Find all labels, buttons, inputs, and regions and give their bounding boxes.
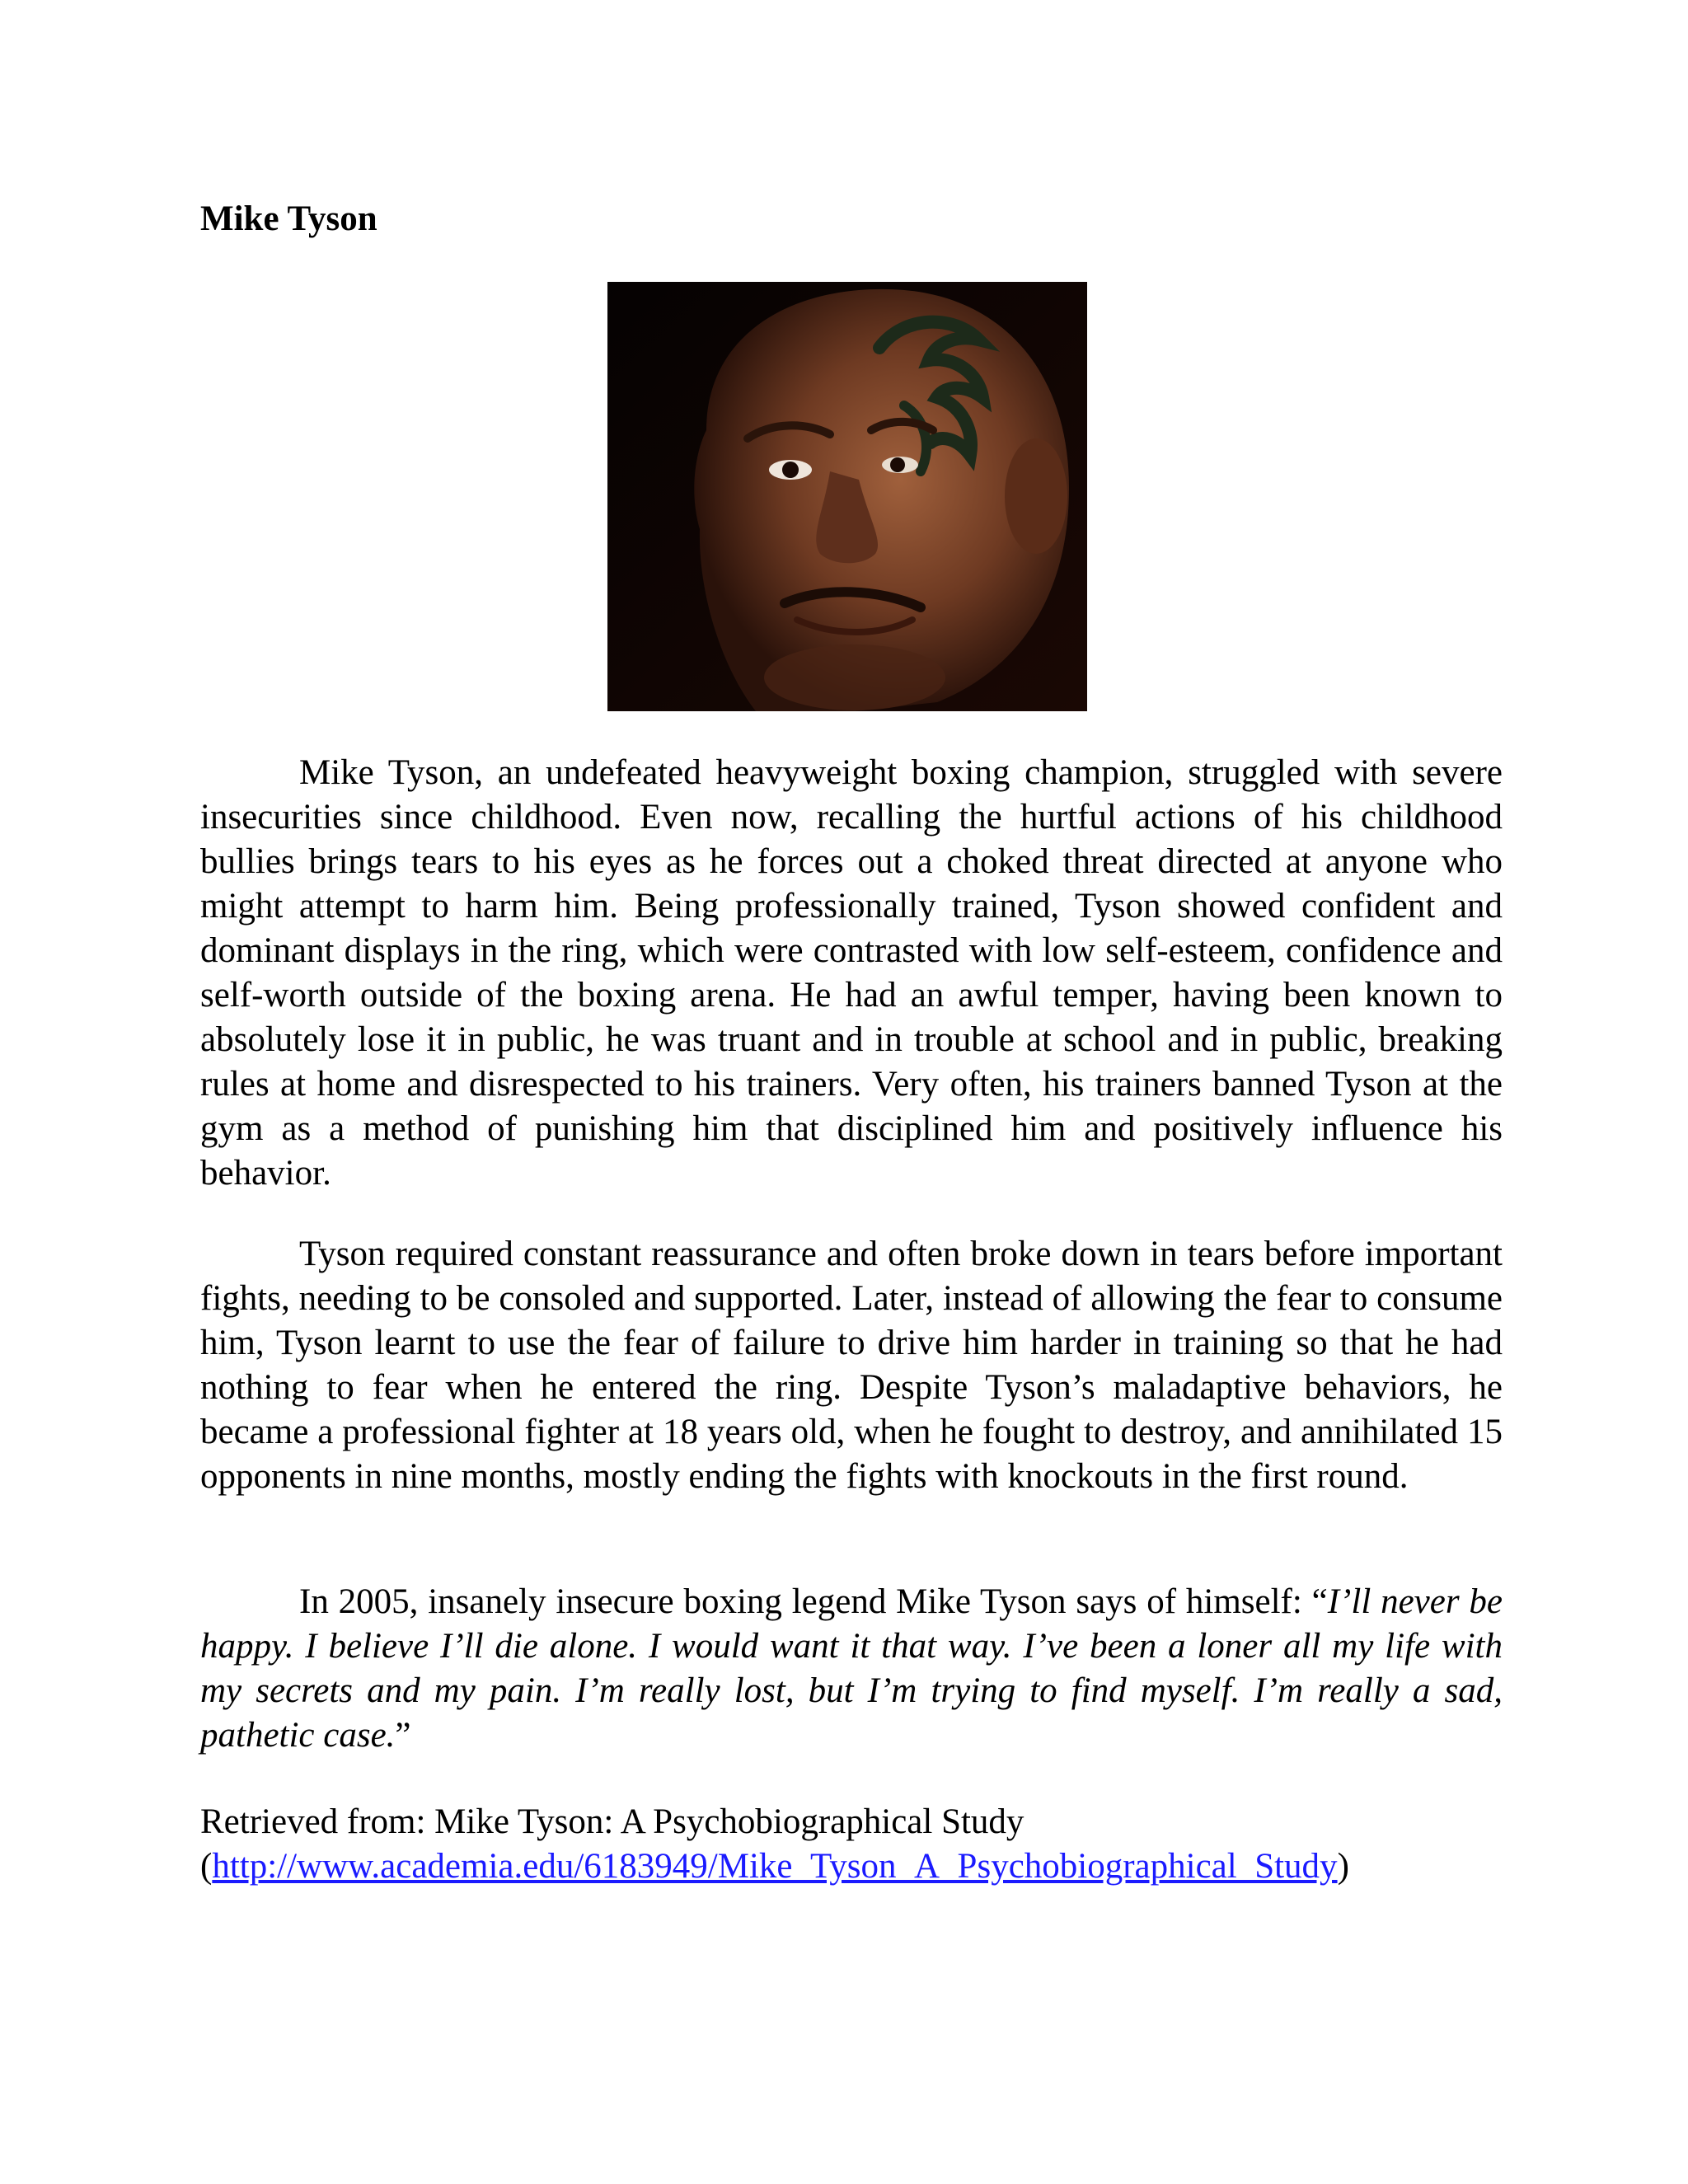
retrieved-label: Retrieved from: Mike Tyson: A Psychobiographical Study [200, 1802, 1025, 1841]
source-link[interactable]: http://www.academia.edu/6183949/Mike_Tyson_A_Psychobiographical_Study [212, 1847, 1338, 1886]
source-citation [200, 1800, 1560, 1889]
portrait-photo [607, 282, 1087, 711]
quote-text: I’ll never be happy. I believe I’ll die alone. I would want it that way. I’ve been a loner all my life with my secrets and my pain. I’m really lost, but I’m trying to find myself. I’m really a sad, pathetic case. [200, 1582, 1503, 1755]
link-open-paren: ( [200, 1847, 213, 1886]
source-link-line [200, 1844, 1560, 1889]
quote-intro: In 2005, insanely insecure boxing legend Mike Tyson says of himself: “ [299, 1582, 1328, 1621]
page-title: Mike Tyson [200, 199, 377, 238]
link-close-paren: ) [1337, 1847, 1349, 1886]
paragraph-1: Mike Tyson, an undefeated heavyweight boxing champion, struggled with severe insecurities since childhood. Even now, recalling the hurtful actions of his childhood bullies brings tears to his eyes as he forces out a choked threat directed at anyone who might attempt to harm him. Being professionally trained, Tyson showed confident and dominant displays in the ring, which were contrasted with low self-esteem, confidence and self-worth outside of the boxing arena. He had an awful temper, having been known to absolutely lose it in public, he was truant and in trouble at school and in public, breaking rules at home and disrespected to his trainers. Very often, his trainers banned Tyson at the gym as a method of punishing him that disciplined him and positively influence his behavior. [200, 753, 1503, 1193]
quote-close: ” [395, 1716, 411, 1755]
paragraph-quote [200, 1580, 1503, 1758]
paragraph-2: Tyson required constant reassurance and often broke down in tears before important fights, needing to be consoled and supported. Later, instead of allowing the fear to consume him, Tyson learnt to use the fear of failure to drive him harder in training so that he had nothing to fear when he entered the ring. Despite Tyson’s maladaptive behaviors, he became a professional fighter at 18 years old, when he fought to destroy, and annihilated 15 opponents in nine months, mostly ending the fights with knockouts in the first round. [200, 1235, 1503, 1496]
